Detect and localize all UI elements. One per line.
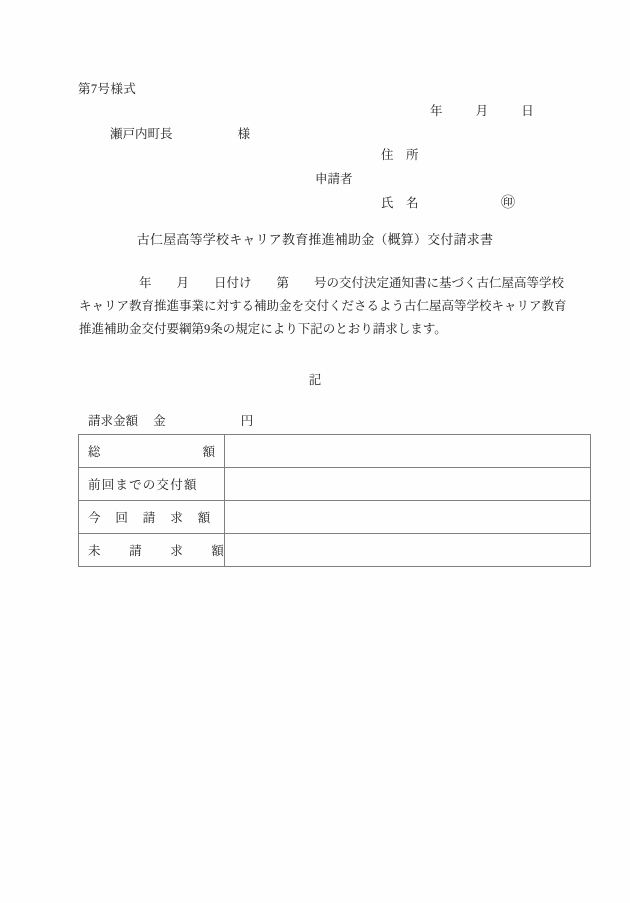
- table-row: [79, 435, 591, 468]
- table-row: [79, 501, 591, 534]
- claim-amount-yen-unit: 円: [240, 414, 254, 428]
- table-row-label-previous-paid: [79, 468, 225, 501]
- applicant-name-label: 氏 名: [381, 196, 419, 210]
- amount-table-body: [79, 435, 591, 567]
- table-cell-value-unclaimed[interactable]: [225, 534, 591, 567]
- table-cell-value-current-claim[interactable]: [225, 501, 591, 534]
- applicant-group-label: 申請者: [315, 172, 353, 186]
- table-cell-value-total[interactable]: [225, 435, 591, 468]
- label-left: 未 請 求 額: [88, 544, 226, 558]
- amount-table: [78, 434, 591, 567]
- addressee-honorific: 様: [237, 127, 251, 141]
- applicant-address-row: [315, 145, 555, 169]
- body-line-3: 推進補助金交付要綱第9条の規定により下記のとおり請求します。: [79, 322, 447, 336]
- table-cell-value-previous-paid[interactable]: [225, 468, 591, 501]
- date-day-label: 日: [521, 104, 534, 118]
- label-right: 額: [202, 445, 215, 459]
- page-title: 古仁屋高等学校キャリア教育推進補助金（概算）交付請求書: [136, 232, 494, 247]
- table-row-label-total: [79, 435, 225, 468]
- addressee: [110, 124, 250, 142]
- label-left: 総: [88, 445, 101, 459]
- applicant-name-row: [315, 193, 555, 217]
- label-parts: [88, 442, 215, 460]
- table-row: [79, 468, 591, 501]
- date-line: [430, 101, 534, 119]
- body-line-1: 年 月 日付け 第 号の交付決定通知書に基づく古仁屋高等学校: [139, 276, 565, 290]
- body-paragraph: [79, 272, 567, 341]
- addressee-name: 瀬戸内町長: [110, 127, 173, 141]
- table-row-label-current-claim: [79, 501, 225, 534]
- applicant-group-row: [315, 169, 555, 193]
- applicant-address-label: 住 所: [381, 148, 419, 162]
- table-row: [79, 534, 591, 567]
- ki-marker: 記: [308, 373, 322, 387]
- claim-amount-kin: 金: [153, 414, 166, 428]
- body-line-2: キャリア教育推進事業に対する補助金を交付くださるよう古仁屋高等学校キャリア教育: [79, 299, 567, 313]
- applicant-block: [315, 145, 555, 217]
- label-left: 今 回 請 求 額: [88, 511, 212, 525]
- claim-amount-line: [88, 411, 253, 429]
- date-month-label: 月: [475, 104, 489, 118]
- table-row-label-unclaimed: [79, 534, 225, 567]
- form-number: 第7号様式: [78, 82, 137, 96]
- claim-amount-label: 請求金額: [88, 414, 139, 428]
- seal-icon: ㊞: [501, 196, 515, 211]
- label-left: 前回までの交付額: [88, 478, 198, 492]
- date-year-label: 年: [430, 104, 443, 118]
